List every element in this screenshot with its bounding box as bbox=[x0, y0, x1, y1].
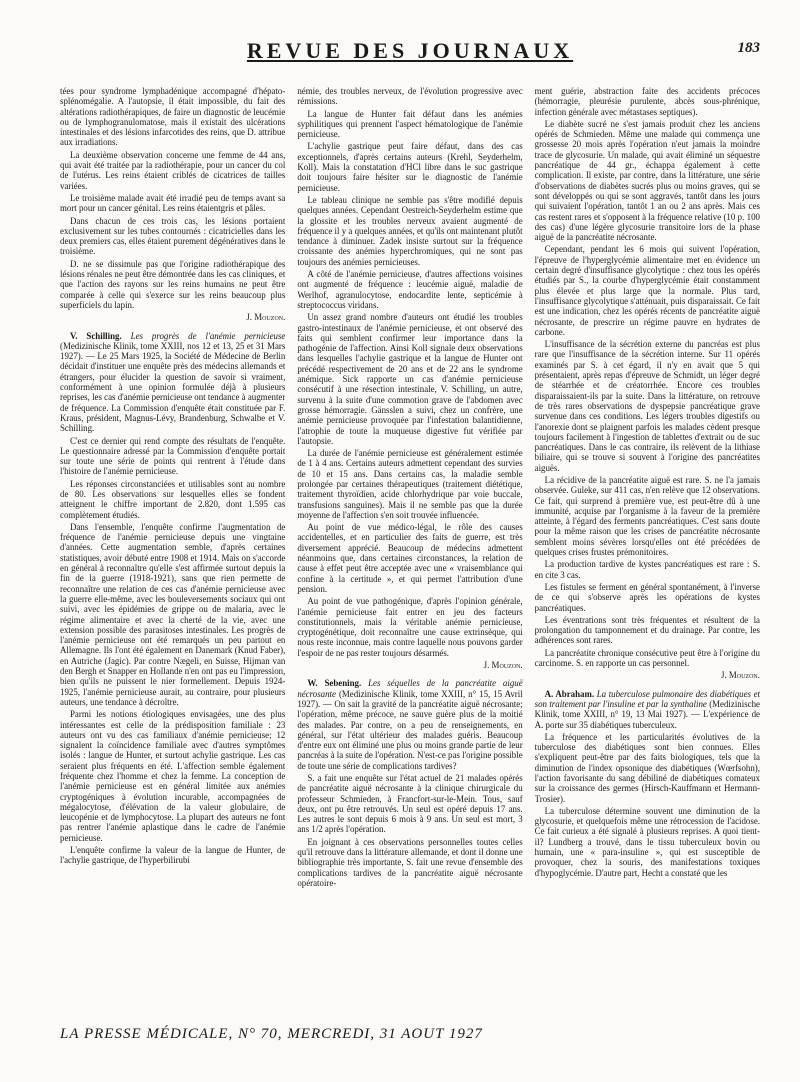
paragraph: Un assez grand nombre d'auteurs ont étudié les troubles gastro-intestinaux de l'anémie pernicieuse, et ont observé des faits qui semblent confirmer leur importance dans la pathogénie de l'affection. Ainsi Koll signale deux observations dans lesquelles l'achylie gastrique et la langue de Hunter ont précédé respectivement de 20 ans et de 22 ans le syndrome anémique. Sick rapporte un cas d'anémie pernicieuse consécutif à une résection intestinale, V. Schilling, un autre, survenu à la suite d'une commotion grave de l'abdomen avec grosse hémorragie. Gänsslen a suivi, chez un confrère, une anémie pernicieuse provoquée par l'infestation balantidienne, l'atrophie de toute la muqueuse digestive fut vérifiée par l'autopsie. bbox=[297, 312, 523, 446]
footer-date: MERCREDI, 31 AOUT 1927 bbox=[287, 1026, 483, 1042]
article-heading bbox=[297, 678, 522, 771]
column-3 bbox=[535, 86, 760, 1016]
paragraph: L'enquête confirme la valeur de la langue de Hunter, de l'achylie gastrique, de l'hyperbilirubi bbox=[60, 845, 286, 866]
paragraph: A côté de l'anémie pernicieuse, d'autres affections voisines ont augmenté de fréquence : leucémie aiguë, maladie de Werlhof, agranulocytose, endocardite lente, septicémie à streptococcus viridans. bbox=[297, 269, 523, 310]
paragraph: L'insuffisance de la sécrétion externe du pancréas est plus rare que l'insuffisance de la sécrétion interne. Sur 11 opérés examinés par S. à cet égard, il n'y en avait que 5 qui présentaient, après repas d'épreuve de Schmidt, un léger degré de stéarrhée et de créatorrhée. Encore ces troubles disparaissaient-ils par la suite. Dans la littérature, on retrouve de très rares observations de dyspepsie pancréatique grave survenue dans ces conditions. Les légers troubles digestifs ou l'anorexie dont se plaignent parfois les malades cèdent presque toujours facilement à l'ingestion de tablettes d'extrait ou de suc pancréatiques. Dans le cas contraire, ils relèvent de la lithiase biliaire, qui se trouve si souvent à l'origine des pancréatites aiguës. bbox=[534, 339, 760, 473]
page-footer bbox=[60, 1026, 760, 1052]
paragraph: La durée de l'anémie pernicieuse est généralement estimée de 1 à 4 ans. Certains auteurs admettent cependant des survies de 10 et 15 ans. Dans certains cas, la maladie semble prolongée par certaines thérapeutiques (traitement diététique, traitement thyroïdien, acide chlorhydrique par voie buccale, transfusions sanguines). Mais il ne semble pas que la durée moyenne de l'affection s'en soit trouvée influencée. bbox=[297, 448, 523, 520]
paragraph: S. a fait une enquête sur l'état actuel de 21 malades opérés de pancréatite aiguë nécrosante à la clinique chirurgicale du professeur Schmieden, à Francfort-sur-le-Mein. Tous, sauf deux, ont pu être retrouvés. Un seul est opéré depuis 17 ans. Les autres le sont depuis 6 mois à 9 ans. Un seul est mort, 3 ans 1/2 après l'opération. bbox=[297, 773, 523, 835]
article-title: Les séquelles de la pancréatite aiguë nécrosante bbox=[297, 678, 523, 699]
paragraph: Le tableau clinique ne semble pas s'être modifié depuis quelques années. Cependant Oestreich-Seyderhelm estime que la glossite et les troubles nerveux avaient augmenté de fréquence il y a quelques années, et qu'ils ont maintenant plutôt tendance à diminuer. Zadek insiste surtout sur la fréquence croissante des anémies hyperchromiques, qui ne sont pas toujours des anémies pernicieuses. bbox=[297, 194, 523, 267]
article-reference: (Medizinische Klinik, tome XXIII, nos 12 et 13, 25 et 31 Mars 1927). — Le 25 Mars 1925, la Société de Médecine de Berlin décidait d'instituer une enquête près des médecins allemands et étrangers, pour élucider la question de savoir si vraiment, conformément à une opinion formulée déjà à plusieurs reprises, les cas d'anémie pernicieuse ont tendance à augmenter de fréquence. La Commission d'enquête était constituée par F. Kraus, président, Magnus-Lévy, Brandenburg, Schwalbe et V. Schilling. bbox=[60, 340, 286, 434]
paragraph: Le troisième malade avait été irradié peu de temps avant sa mort pour un cancer génital. Les reins étaientgris et pâles. bbox=[60, 192, 286, 214]
author-signature: J. Mouzon. bbox=[483, 660, 523, 671]
paragraph: La fréquence et les particularités évolutives de la tuberculose des diabétiques sont bien connues. Elles s'expliquent peut-être par des faits biologiques, tels que la diminution de l'index opsonique des diabétiques (Wœrfsohn), l'action favorisante du sang débiliné de diabétiques comateux sur la croissance des germes (Hirsch-Kauffmann et Hermann-Trosier). bbox=[534, 731, 760, 804]
paragraph: La pancréatite chronique consécutive peut être à l'origine du carcinome. S. en rapporte un cas personnel. bbox=[534, 647, 760, 669]
paragraph: Dans chacun de ces trois cas, les lésions portaient exclusivement sur les tubes contournés : cicatricielles dans les deux premiers cas, elles étaient purement dégénératives dans le troisième. bbox=[60, 215, 286, 257]
paragraph: Cependant, pendant les 6 mois qui suivent l'opération, l'épreuve de l'hyperglycémie alimentaire met en évidence un certain degré d'insuffisance glycolytique : chez tous les opérés étudiés par S., la courbe d'hyperglycémie était constamment plus élevée et plus large que la normale. Plus tard, l'insuffisance glycolytique s'atténuait, puis disparaissait. Ce fait est une indication, chez les opérés récents de pancréatite aiguë nécrosante, de prescrire un régime pauvre en hydrates de carbone. bbox=[534, 244, 760, 337]
page-header bbox=[60, 30, 760, 70]
paragraph: L'achylie gastrique peut faire défaut, dans des cas exceptionnels, d'après certains auteurs (Krehl, Seyderhelm, Koll). Mais la constatation d'HCl libre dans le suc gastrique doit toujours faire hésiter sur le diagnostic de l'anémie pernicieuse. bbox=[297, 141, 523, 193]
paragraph: Au point de vue pathogénique, d'après l'opinion générale, l'anémie pernicieuse fait entrer en jeu des facteurs constitutionnels, mais la véritable anémie pernicieuse, cryptogénétique, doit reconnaître une cause extrinsèque, qui nous reste inconnue, mais contre laquelle nous pouvons garder l'espoir de ne pas rester toujours désarmés. bbox=[297, 596, 523, 658]
paragraph: D. ne se dissimule pas que l'origine radiothérapique des lésions rénales ne peut être démontrée dans les cas cliniques, et que l'action des rayons sur les reins humains ne peut être comparée à celle qui s'exerce sur les reins beaucoup plus superficiels du lapin. bbox=[60, 258, 286, 310]
article-heading bbox=[535, 689, 760, 730]
column-2 bbox=[297, 86, 522, 1016]
author-signature: J. Mouzon. bbox=[246, 312, 286, 323]
article-author: A. Abraham. bbox=[544, 688, 595, 699]
footer-issue-number: N° 70, bbox=[238, 1026, 283, 1042]
footer-journal: LA PRESSE MÉDICALE, bbox=[60, 1026, 234, 1042]
journal-section-title: REVUE DES JOURNAUX bbox=[246, 38, 574, 63]
paragraph: Dans l'ensemble, l'enquête confirme l'augmentation de fréquence de l'anémie pernicieuse depuis une vingtaine d'années. Cette augmentation semble, d'après certaines statistiques, avoir débuté entre 1908 et 1914. Mais on s'accorde en général à reconnaître qu'elle s'est affirmée surtout depuis la fin de la guerre (1918-1921), sans que rien permette de reconnaître une relation de ces cas d'anémie pernicieuse avec la guerre elle-même, avec les bouleversements sociaux qui ont suivi, avec les épidémies de grippe ou de malaria, avec le régime alimentaire et avec la cherté de la vie, avec une extension possible des parasitoses intestinales. Les progrès de l'anémie pernicieuse ont été remarqués un peu partout en Allemagne. Ils l'ont été également en Danemark (Knud Faber), en Autriche (Jagic). Par contre Nægeli, en Suisse, Hijman van den Bergh et Snapper en Hollande n'en ont pas eu l'impression, bien qu'ils ne puissent le nier formellement. Depuis 1924-1925, l'anémie pernicieuse aurait, au contraire, pour plusieurs auteurs, une tendance à décroître. bbox=[60, 521, 286, 707]
article-heading bbox=[60, 331, 285, 434]
paragraph: La tuberculose détermine souvent une diminution de la glycosurie, et quelquefois même une rétrocession de l'acidose. Ce fait curieux a été signalé à plusieurs reprises. A quoi tient-il? Lundberg a trouvé, dans le tissu tuberculeux bovin ou humain, une « para-insuline », qui est susceptible de provoquer, chez la souris, des manifestations toxiques d'hypoglycémie. D'autre part, Hecht a constaté que les bbox=[534, 805, 760, 878]
column-1 bbox=[60, 86, 285, 1016]
paragraph: La récidive de la pancréatite aiguë est rare. S. ne l'a jamais observée. Guleke, sur 411 cas, n'en relève que 12 observations. Ce fait, qui surprend à première vue, est peut-être dû à une immunité, acquise par l'organisme à la faveur de la première atteinte, à l'égard des ferments pancréatiques. C'est sans doute pour la même raison que les crises de pancréatite nécrosante semblent moins sévères lorsqu'elles ont été précédées de quelques crises frustes prémonitoires. bbox=[534, 474, 760, 558]
paragraph: Les éventrations sont très fréquentes et résultent de la prolongation du tamponnement et du drainage. Par contre, les adhérences sont rares. bbox=[534, 614, 760, 646]
paragraph: Les réponses circonstanciées et utilisables sont au nombre de 80. Les observations sur lesquelles elles se fondent atteignent le chiffre important de 2.820, dont 1.595 cas complètement étudiés. bbox=[60, 478, 286, 520]
article-author: W. Sebening. bbox=[307, 678, 362, 689]
paragraph: En joignant à ces observations personnelles toutes celles qu'il retrouve dans la littérature allemande, et dont il donne une bibliographie très importante, S. fait une revue d'ensemble des complications tardives de la pancréatite aiguë nécrosante opératoire- bbox=[297, 836, 523, 888]
article-title: La tuberculose pulmonaire des diabétiques et son traitement par l'insuline et par la synthaline bbox=[534, 688, 760, 709]
paragraph: némie, des troubles nerveux, de l'évolution progressive avec rémissions. bbox=[297, 86, 523, 107]
article-author: V. Schilling. bbox=[70, 330, 122, 341]
paragraph: ment guérie, abstraction faite des accidents précoces (hémorragie, pleurésie purulente, abcès sous-phrénique, infection générale avec métastases septiques). bbox=[534, 86, 760, 117]
article-reference: (Medizinische Klinik, tome XXIII, n° 19, 13 Mai 1927). — L'expérience de A. porte sur 35 diabétiques tuberculeux. bbox=[534, 698, 760, 730]
author-signature: J. Mouzon. bbox=[720, 670, 760, 681]
paragraph: tées pour syndrome lymphadénique accompagné d'hépato-splénomégalie. A l'autopsie, il était impossible, du fait des altérations radiothérapiques, de faire un diagnostic de leucémie ou de lymphogranulomatose, mais il existait des ulcérations intestinales et des lésions infarcotides des reins, que D. attribue aux irradiations. bbox=[60, 86, 286, 148]
paragraph: La langue de Hunter fait défaut dans les anémies syphilitiques qui prennent l'aspect hématologique de l'anémie pernicieuse. bbox=[297, 108, 523, 140]
paragraph: La deuxième observation concerne une femme de 44 ans, qui avait été traitée par la radiothérapie, pour un cancer du col de l'utérus. Les reins étaient criblés de cicatrices de tailles variées. bbox=[60, 149, 286, 191]
paragraph: La production tardive de kystes pancréatiques est rare : S. en cite 3 cas. bbox=[534, 559, 760, 580]
paragraph: Les fistules se ferment en général spontanément, à l'inverse de ce qui s'observe après les opérations de kystes pancréatiques. bbox=[534, 581, 760, 613]
paragraph: Le diabète sucré ne s'est jamais produit chez les anciens opérés de Schmieden. Même une malade qui commença une grossesse 20 mois après l'opération n'eut jamais la moindre trace de glycosurie. Un malade, qui avait éliminé un séquestre pancréatique de 44 gr., échappa également à cette complication. Il existe, par contre, dans la littérature, une série d'observations de diabètes sucrés plus ou moins graves, qui se sont développés ou qui se sont aggravés, tantôt dans les jours qui suivaient l'opération, tantôt 1 an ou 2 ans après. Mais ces cas restent rares et s'opposent à la fréquence relative (10 p. 100 des cas) d'une légère glycosurie transitoire lors de la phase aiguë de la pancréatite nécrosante. bbox=[534, 118, 760, 243]
article-title: Les progrès de l'anémie pernicieuse bbox=[130, 330, 286, 341]
article-reference: (Medizinische Klinik, tome XXIII, n° 15, 15 Avril 1927). — On sait la gravité de la pancréatite aiguë nécrosante; l'opération, même précoce, ne sauve guère plus de la moitié des malades. Par contre, on a peu de renseignements, en général, sur l'état ultérieur des malades guéris. Beaucoup d'entre eux ont éliminé une plus ou moins grande partie de leur pancréas à la suite de l'opération. N'est-ce pas l'origine possible de toute une série de complications tardives? bbox=[297, 688, 523, 771]
paragraph: C'est ce dernier qui rend compte des résultats de l'enquête. Le questionnaire adressé par la Commission d'enquête portait sur toute une série de points qui rentrent à l'étude dans l'histoire de l'anémie pernicieuse. bbox=[60, 435, 286, 477]
page-number: 183 bbox=[737, 40, 760, 56]
paragraph: Parmi les notions étiologiques envisagées, une des plus intéressantes est celle de la prédisposition familiale : 23 auteurs ont vu des cas familiaux d'anémie pernicieuse; 12 signalent la coïncidence familiale avec d'autres symptômes isolés : langue de Hunter, et surtout achylie gastrique. Les cas seraient plus fréquents en été. L'affection semble également fréquente chez l'homme et chez la femme. La conception de l'anémie pernicieuse est en général limitée aux anémies cryptogéniques à évolution incurable, accompagnées de mégalocytose, d'élévation de la valeur globulaire, de leucopénie et de lymphocytose. La plupart des auteurs ne font pas rentrer l'anémie aplastique dans le cadre de l'anémie pernicieuse. bbox=[60, 709, 286, 843]
article-columns bbox=[60, 86, 760, 1016]
paragraph: Au point de vue médico-légal, le rôle des causes accidentelles, et en particulier des faits de guerre, est très diversement apprécié. Beaucoup de médecins admettent néanmoins que, dans certaines circonstances, la relation de cause à effet peut être acceptée avec une « vraisemblance qui confine à la certitude », et qui permet l'attribution d'une pension. bbox=[297, 522, 523, 594]
